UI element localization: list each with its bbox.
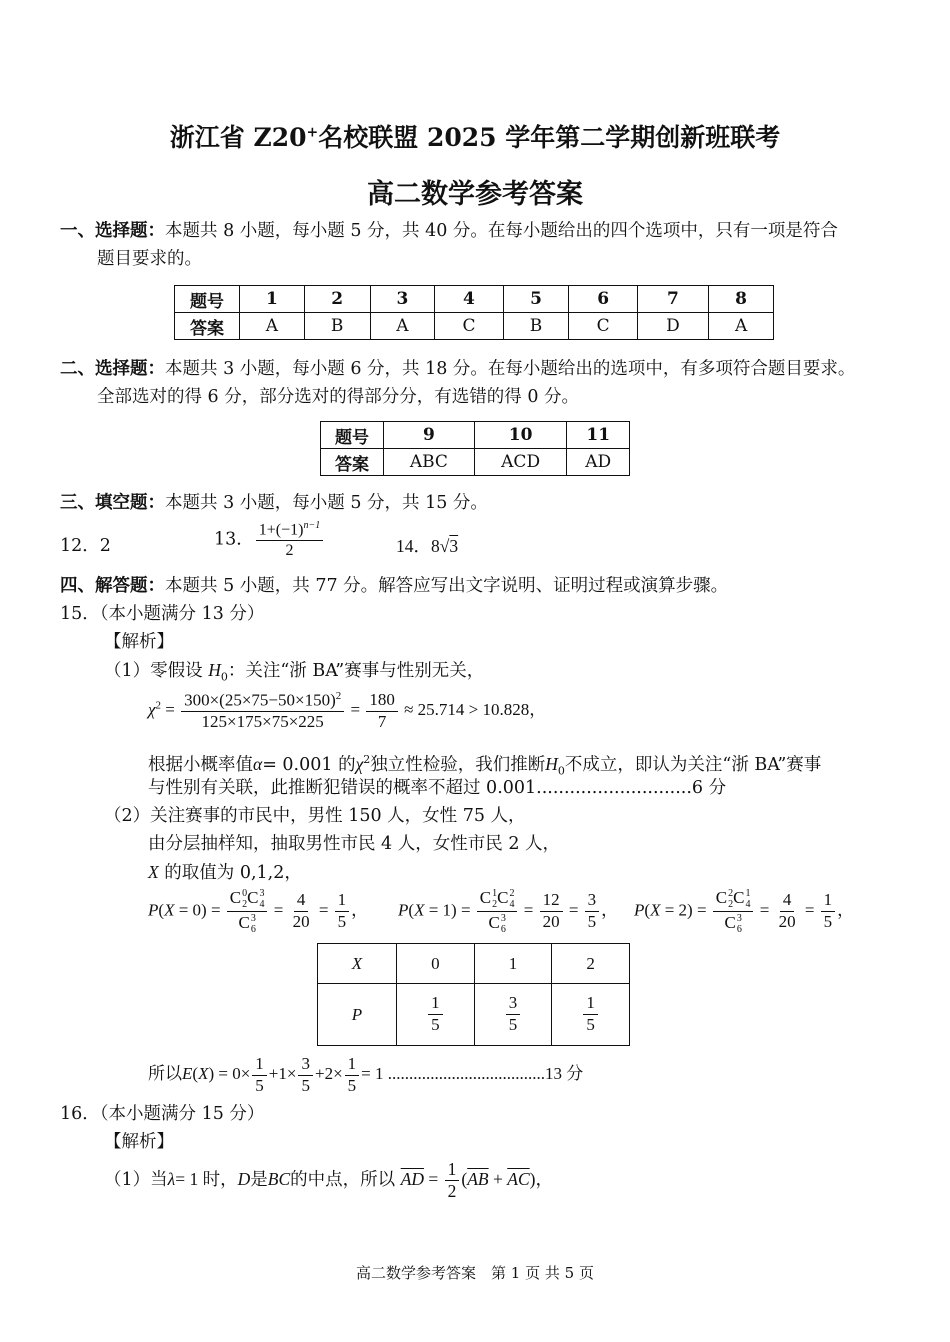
- question-number: 6: [569, 286, 637, 313]
- q15-header: 15．（本小题满分 13 分）: [60, 604, 265, 624]
- row-label: X: [318, 944, 397, 984]
- section1-heading: 一、选择题：本题共 8 小题，每小题 5 分，共 40 分。在每小题给出的四个选项中，只有一项是符合: [60, 221, 838, 241]
- q16-header: 16．（本小题满分 15 分）: [60, 1104, 265, 1124]
- section2-answer-table: [320, 421, 630, 476]
- section2-heading: 二、选择题：本题共 3 小题，每小题 6 分，共 18 分。在每小题给出的选项中，有多项符合题目要求。: [60, 359, 856, 379]
- section1-answer-table: [174, 285, 774, 340]
- x-value: 1: [474, 944, 552, 984]
- page-title: 高二数学参考答案: [367, 179, 583, 210]
- p-value: $\frac{1}{5}$: [552, 984, 630, 1046]
- table-row: [321, 422, 630, 449]
- question-number: 9: [384, 422, 475, 449]
- answer-13: [214, 520, 325, 560]
- answer-cell: ACD: [474, 449, 567, 476]
- row-label: 题号: [175, 286, 240, 313]
- q16-jiexi: 【解析】: [104, 1132, 174, 1152]
- distribution-table: [317, 943, 630, 1046]
- row-label: P: [318, 984, 397, 1046]
- question-number: 4: [435, 286, 503, 313]
- question-number: 11: [567, 422, 630, 449]
- answer-13-fraction: $\frac{1+(-1)^{n-1}}{2}$: [256, 520, 323, 560]
- question-number: 5: [503, 286, 569, 313]
- sqrt-symbol: √: [439, 536, 450, 556]
- answer-14: 14．8√3: [396, 536, 459, 556]
- answer-14-label: 14．: [396, 536, 431, 556]
- p-value: $\frac{1}{5}$: [397, 984, 475, 1046]
- table-row: [321, 449, 630, 476]
- q15-jiexi: 【解析】: [104, 632, 174, 652]
- expectation-line: 所以E(X) = 0× $\frac{1}{5}$ +1× $\frac{3}{5}$ +2× $\frac{1}{5}$ = 1 .....................................13 分: [148, 1054, 584, 1095]
- answer-cell: A: [370, 313, 435, 340]
- answer-12: 12．2: [60, 536, 111, 556]
- q15-part2-line3: X 的取值为 0,1,2，: [148, 862, 302, 883]
- q16-part1: （1）当λ= 1 时，D是BC的中点，所以 $\overline{AD}$ = $\frac{1}{2}$ $(\overline{AB} + \overline{AC})$，: [104, 1159, 553, 1202]
- question-number: 2: [304, 286, 370, 313]
- question-number: 7: [637, 286, 708, 313]
- q15-part2-line1: （2）关注赛事的市民中，男性 150 人，女性 75 人，: [104, 806, 526, 826]
- p-value: $\frac{3}{5}$: [474, 984, 552, 1046]
- table-row: [318, 984, 630, 1046]
- answer-cell: B: [304, 313, 370, 340]
- table-row: [175, 286, 774, 313]
- probability-x1: P(X = 1) = C 1 2 C 2 4 C 3 6 = $\frac{12}{20}$ = $\frac{3}{5}$ ，: [398, 887, 619, 935]
- probability-x2: P(X = 2) = C 2 2 C 1 4 C 3 6 = $\frac{4}{20}$ = $\frac{1}{5}$ ，: [634, 887, 855, 935]
- answer-cell: AD: [567, 449, 630, 476]
- answer-cell: A: [240, 313, 305, 340]
- section2-text-line2: 全部选对的得 6 分，部分选对的得部分分，有选错的得 0 分。: [97, 387, 580, 407]
- answer-cell: C: [435, 313, 503, 340]
- row-label: 答案: [321, 449, 384, 476]
- page-footer: 高二数学参考答案 第 1 页 共 5 页: [356, 1264, 594, 1282]
- section3-heading: 三、填空题：本题共 3 小题，每小题 5 分，共 15 分。: [60, 493, 488, 513]
- answer-cell: D: [637, 313, 708, 340]
- row-label: 答案: [175, 313, 240, 340]
- x-value: 0: [397, 944, 475, 984]
- table-row: [318, 944, 630, 984]
- question-number: 1: [240, 286, 305, 313]
- answer-cell: ABC: [384, 449, 475, 476]
- question-number: 3: [370, 286, 435, 313]
- question-number: 8: [709, 286, 774, 313]
- q15-part2-line2: 由分层抽样知，抽取男性市民 4 人，女性市民 2 人，: [148, 834, 561, 854]
- q15-conclusion-line1: 根据小概率值α= 0.001 的$\chi^2$独立性检验，我们推断$H_0$不成立，即认为关注“浙 BA”赛事: [148, 753, 822, 778]
- question-number: 10: [474, 422, 567, 449]
- table-row: [175, 313, 774, 340]
- section1-text-line2: 题目要求的。: [97, 249, 202, 269]
- answer-cell: A: [709, 313, 774, 340]
- probability-x0: P(X = 0) = C 0 2 C 3 4 C 3 6 = $\frac{4}{20}$ = $\frac{1}{5}$ ，: [148, 887, 369, 935]
- answer-cell: B: [503, 313, 569, 340]
- q15-conclusion-line2: 与性别有关联，此推断犯错误的概率不超过 0.001............................6 分: [148, 778, 727, 798]
- answer-13-label: 13．: [214, 529, 254, 550]
- x-value: 2: [552, 944, 630, 984]
- section4-heading: 四、解答题：本题共 5 小题，共 77 分。解答应写出文字说明、证明过程或演算步骤。: [60, 576, 729, 596]
- chi-square-formula: $\chi^2$ = $\frac{300\times(25\times 75-50\times 150)^2}{125\times 175\times 75\times 225}$ = $\frac{180}{7}$ ≈ 25.714 > 10.828，: [148, 689, 547, 732]
- row-label: 题号: [321, 422, 384, 449]
- exam-title: 浙江省 Z20+名校联盟 2025 学年第二学期创新班联考: [169, 123, 781, 152]
- answer-cell: C: [569, 313, 637, 340]
- q15-part1-hypothesis: （1）零假设 $H_0$：关注“浙 BA”赛事与性别无关，: [104, 660, 485, 684]
